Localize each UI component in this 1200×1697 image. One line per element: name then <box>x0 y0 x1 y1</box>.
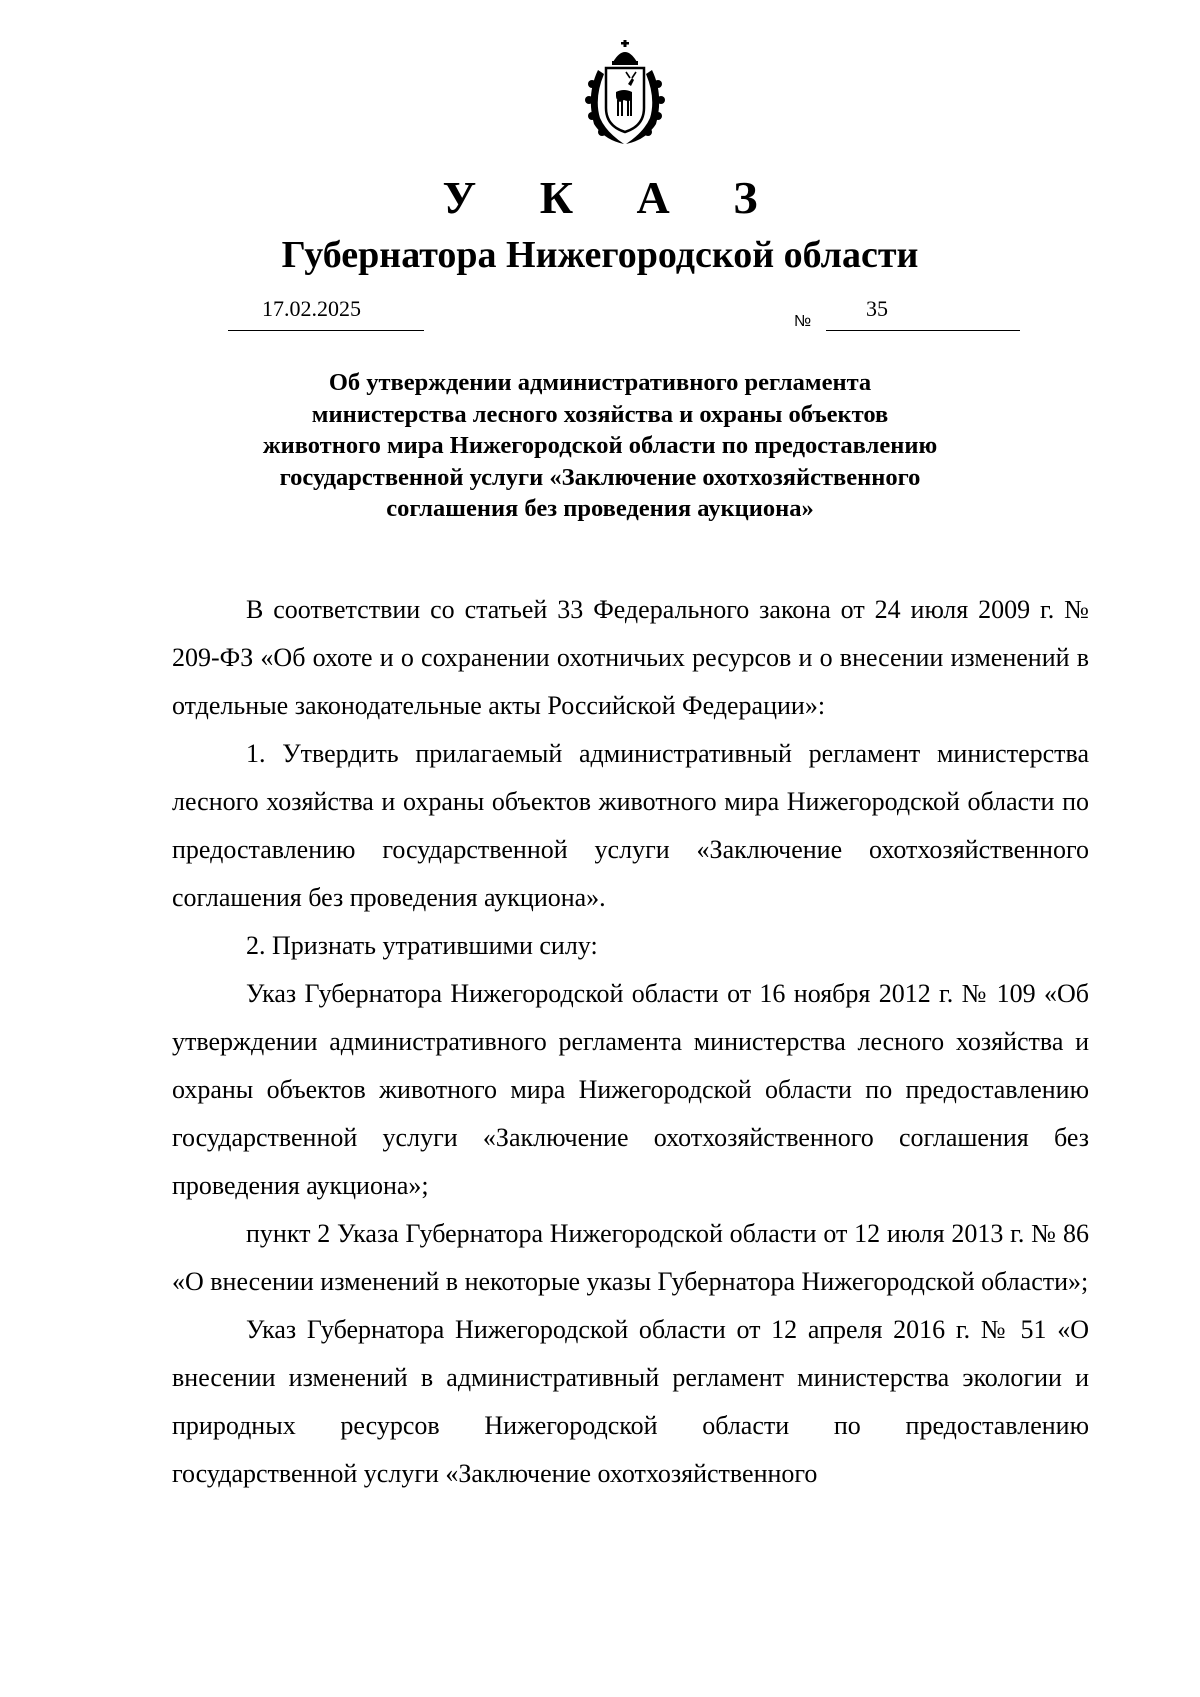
body-paragraph: Указ Губернатора Нижегородской области от 16 ноября 2012 г. № 109 «Об утверждении административного регламента министерства лесного хозяйства и охраны объектов животного мира Нижегородской области по предоставлению государственной услуги «Заключение охотхозяйственного соглашения без проведения аукциона»; <box>172 979 1089 1200</box>
body-paragraph: 2. Признать утратившими силу: <box>246 931 598 960</box>
title-line: министерства лесного хозяйства и охраны объектов <box>311 400 889 428</box>
title-line: государственной услуги «Заключение охотхозяйственного <box>279 463 921 491</box>
document-number: 35 <box>866 296 888 321</box>
coat-of-arms-emblem <box>568 40 682 146</box>
body-paragraph: В соответствии со статьей 33 Федерального закона от 24 июля 2009 г. № 209-ФЗ «Об охоте и о сохранении охотничьих ресурсов и о внесении изменений в отдельные законодательные акты Российской Федерации»: <box>172 595 1089 720</box>
number-label: № <box>794 313 812 330</box>
document-body <box>172 586 1089 1498</box>
title-line: Об утверждении административного регламента <box>328 369 872 396</box>
body-paragraph: пункт 2 Указа Губернатора Нижегородской области от 12 июля 2013 г. № 86 «О внесении изменений в некоторые указы Губернатора Нижегородской области»; <box>172 1219 1089 1296</box>
document-type-heading: У К А З <box>442 172 784 223</box>
crown-icon <box>612 40 638 65</box>
body-paragraph: 1. Утвердить прилагаемый административный регламент министерства лесного хозяйства и охраны объектов животного мира Нижегородской области по предоставлению государственной услуги «Заключение охотхозяйственного соглашения без проведения аукциона». <box>172 739 1089 912</box>
date-field <box>228 296 424 331</box>
title-line: животного мира Нижегородской области по предоставлению <box>262 432 938 459</box>
document-date: 17.02.2025 <box>262 296 361 321</box>
issuing-authority: Губернатора Нижегородской области <box>281 234 919 276</box>
document-title <box>150 367 1050 525</box>
title-line: соглашения без проведения аукциона» <box>386 495 814 522</box>
body-paragraph: Указ Губернатора Нижегородской области от 12 апреля 2016 г. № 51 «О внесении изменений в административный регламент министерства экологии и природных ресурсов Нижегородской области по предоставлению государственной услуги «Заключение охотхозяйственного <box>172 1315 1089 1488</box>
number-field <box>826 296 1020 331</box>
